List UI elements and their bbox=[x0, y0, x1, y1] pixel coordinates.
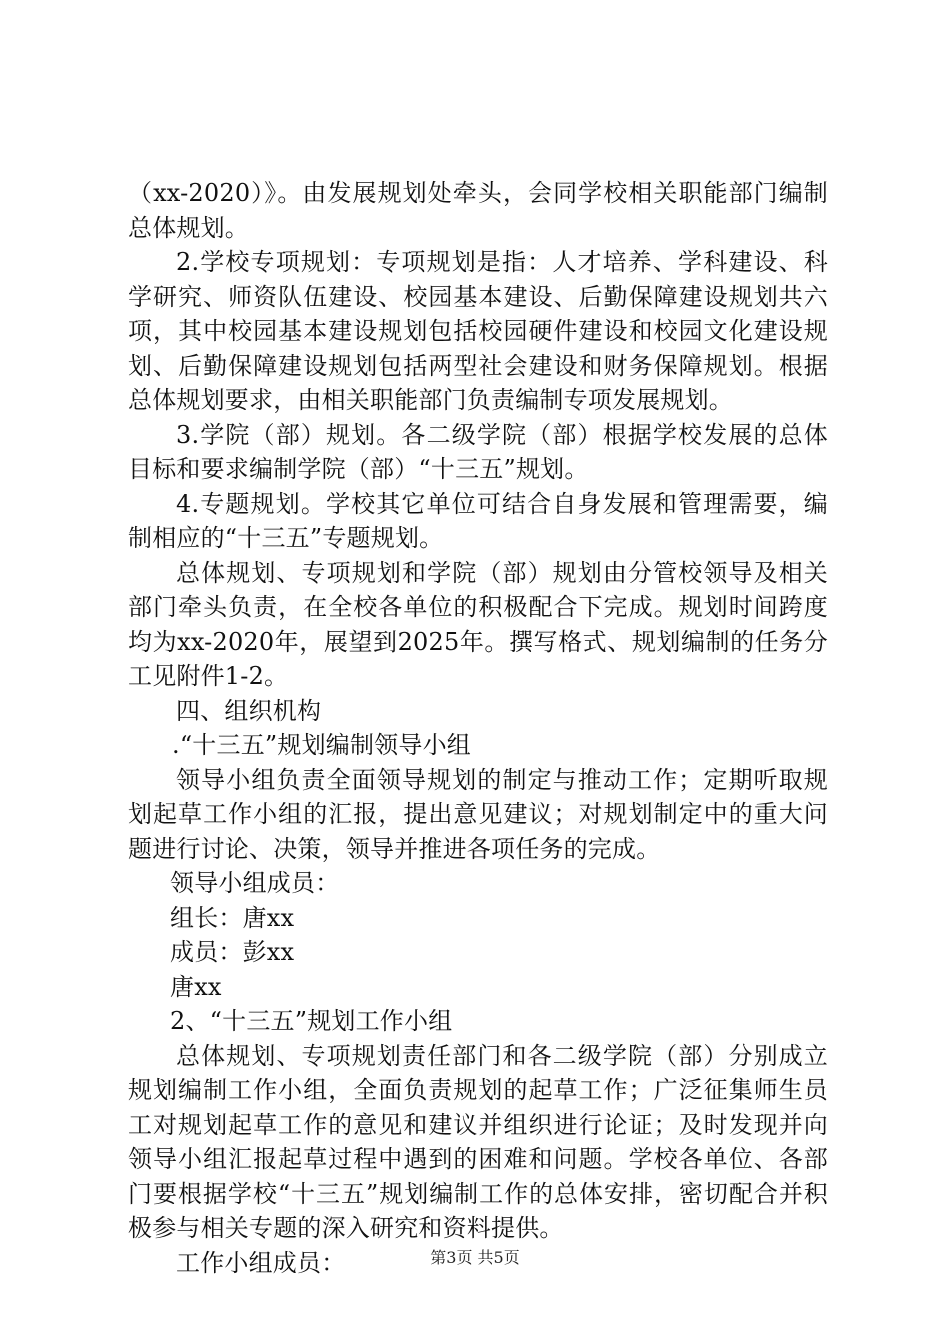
leadership-leader-line: 组长：唐xx bbox=[170, 903, 295, 932]
paragraph-college-planning: 3.学院（部）规划。各二级学院（部）根据学校发展的总体目标和要求编制学院（部）“十三五”规划。 bbox=[128, 420, 828, 483]
paragraph-working-group-duties: 总体规划、专项规划责任部门和各二级学院（部）分别成立规划编制工作小组，全面负责规划的起草工作；广泛征集师生员工对规划起草工作的意见和建议并组织进行论证；及时发现并向领导小组汇报起草过程中遇到的困难和问题。学校各单位、各部门要根据学校“十三五”规划编制工作的总体安排，密切配合并积极参与相关专题的深入研究和资料提供。 bbox=[128, 1041, 828, 1242]
paragraph-topic-planning: 4.专题规划。学校其它单位可结合自身发展和管理需要，编制相应的“十三五”专题规划。 bbox=[128, 489, 828, 552]
paragraph-continuation: （xx-2020）》。由发展规划处牵头，会同学校相关职能部门编制总体规划。 bbox=[128, 179, 828, 242]
subheading-working-group: 2、“十三五”规划工作小组 bbox=[170, 1007, 453, 1035]
leadership-member-line-2: 唐xx bbox=[170, 972, 222, 1001]
leadership-member-line: 成员：彭xx bbox=[170, 938, 295, 966]
page-number-footer: 第3页 共5页 bbox=[430, 1248, 520, 1267]
paragraph-overall-responsibility: 总体规划、专项规划和学院（部）规划由分管校领导及相关部门牵头负责，在全校各单位的积极配合下完成。规划时间跨度均为xx-2020年，展望到2025年。撰写格式、规划编制的任务分工见附件1-2。 bbox=[128, 558, 828, 690]
paragraph-leadership-duties: 领导小组负责全面领导规划的制定与推动工作；定期听取规划起草工作小组的汇报，提出意见建议；对规划制定中的重大问题进行讨论、决策，领导并推进各项任务的完成。 bbox=[128, 765, 828, 863]
leadership-members-label: 领导小组成员： bbox=[170, 869, 340, 897]
working-group-members-label: 工作小组成员： bbox=[176, 1248, 346, 1277]
document-body bbox=[128, 176, 828, 1280]
section-heading-organization: 四、组织机构 bbox=[176, 696, 322, 725]
subheading-leadership-group: .“十三五”规划编制领导小组 bbox=[172, 731, 471, 759]
paragraph-special-planning: 2.学校专项规划：专项规划是指：人才培养、学科建设、科学研究、师资队伍建设、校园基本建设、后勤保障建设规划共六项，其中校园基本建设规划包括校园硬件建设和校园文化建设规划、后勤保障建设规划包括两型社会建设和财务保障规划。根据总体规划要求，由相关职能部门负责编制专项发展规划。 bbox=[128, 248, 828, 414]
